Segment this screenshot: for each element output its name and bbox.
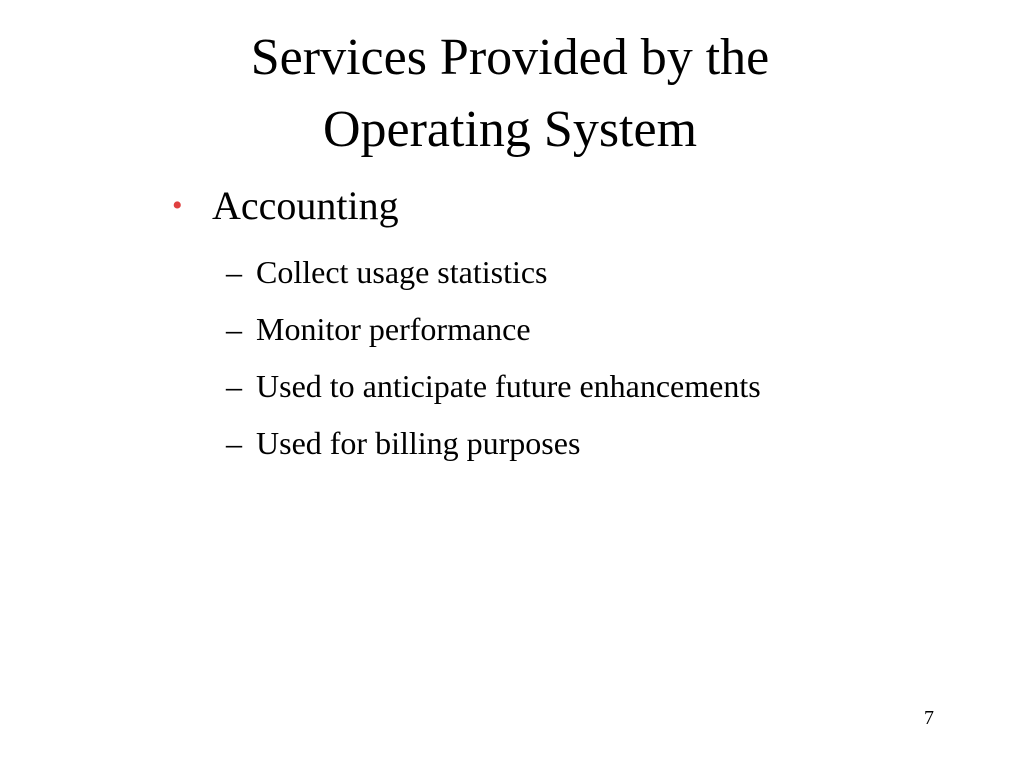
sub-bullet-text: Used to anticipate future enhancements: [256, 368, 761, 404]
sub-bullet-item: [226, 301, 761, 358]
sub-bullet-item: [226, 244, 761, 301]
dash-marker: –: [226, 425, 242, 461]
sub-bullet-text: Used for billing purposes: [256, 425, 581, 461]
dash-marker: –: [226, 368, 242, 404]
sub-bullet-text: Collect usage statistics: [256, 254, 548, 290]
slide-title: Services Provided by the Operating System: [250, 29, 770, 158]
bullet-item-accounting: [172, 180, 399, 232]
bullet-marker-icon: •: [172, 189, 183, 222]
sub-bullet-item: [226, 415, 761, 472]
sub-bullet-list: [226, 244, 761, 472]
sub-bullet-text: Monitor performance: [256, 311, 531, 347]
dash-marker: –: [226, 254, 242, 290]
sub-bullet-item: [226, 358, 761, 415]
page-number: 7: [924, 707, 934, 729]
bullet-text: Accounting: [212, 183, 399, 228]
dash-marker: –: [226, 311, 242, 347]
